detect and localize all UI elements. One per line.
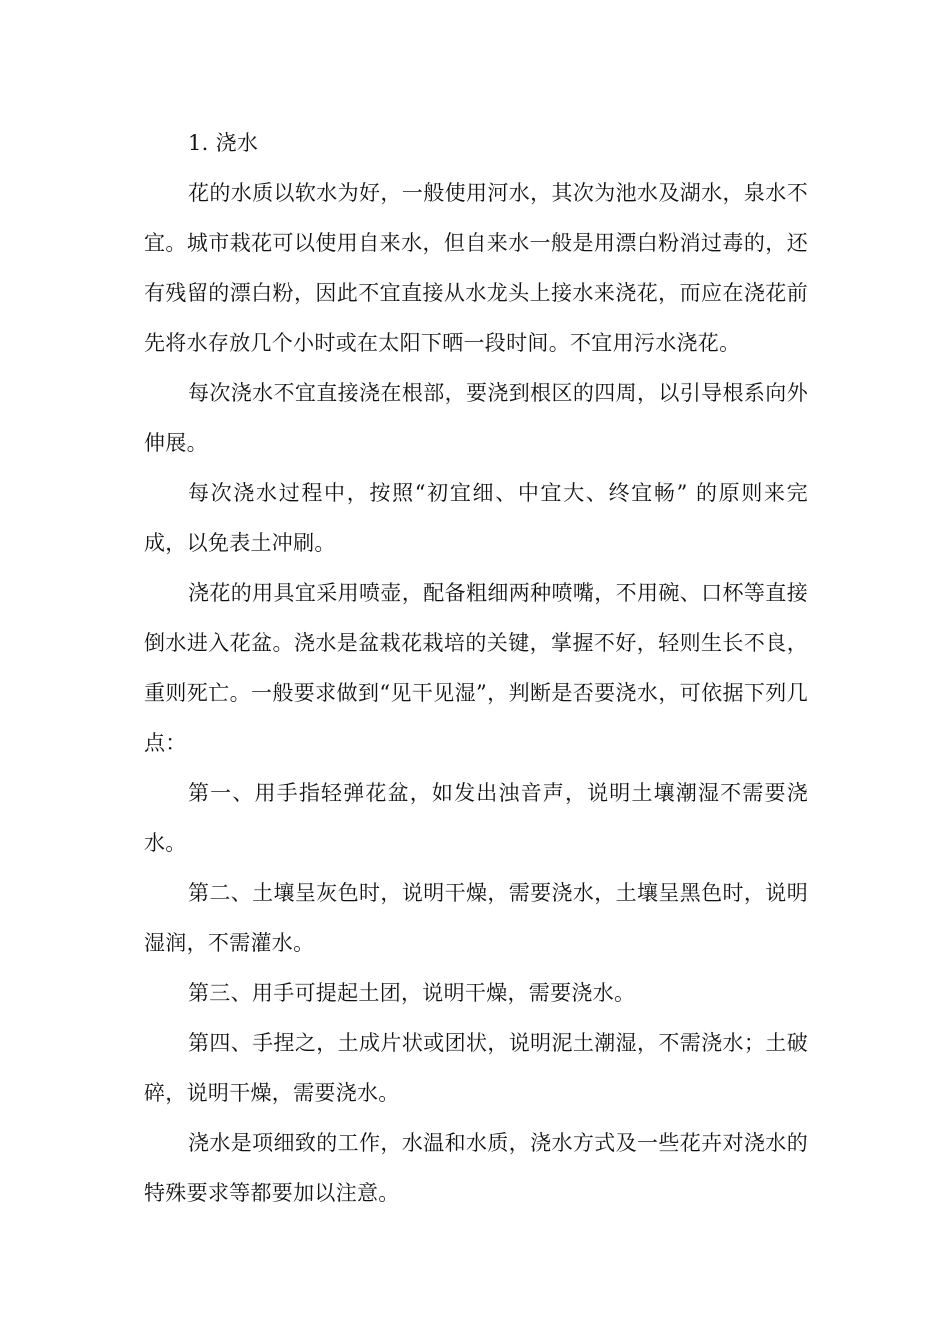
- paragraph-rule-three: 第三、用手可提起土团，说明干燥，需要浇水。: [188, 981, 636, 1005]
- paragraph-rule-one: 第一、用手指轻弹花盆，如发出浊音声，说明土壤潮湿不需要浇水。: [144, 781, 808, 855]
- paragraph-rule-two: 第二、土壤呈灰色时，说明干燥，需要浇水，土壤呈黑色时，说明湿润，不需灌水。: [144, 881, 808, 955]
- paragraph-watering-principle: 每次浇水过程中，按照“初宜细、中宜大、终宜畅” 的原则来完成，以免表土冲刷。: [144, 481, 808, 555]
- paragraph-rule-four: 第四、手捏之，土成片状或团状，说明泥土潮湿，不需浇水；土破碎，说明干燥，需要浇水。: [144, 1031, 808, 1105]
- document-body: [144, 118, 808, 1218]
- paragraph-conclusion: 浇水是项细致的工作，水温和水质，浇水方式及一些花卉对浇水的特殊要求等都要加以注意。: [144, 1131, 808, 1205]
- paragraph-water-quality: 花的水质以软水为好，一般使用河水，其次为池水及湖水，泉水不宜。城市栽花可以使用自来水，但自来水一般是用漂白粉消过毒的，还有残留的漂白粉，因此不宜直接从水龙头上接水来浇花，而应在浇花前先将水存放几个小时或在太阳下晒一段时间。不宜用污水浇花。: [144, 181, 808, 355]
- paragraph-watering-tools: 浇花的用具宜采用喷壶，配备粗细两种喷嘴，不用碗、口杯等直接倒水进入花盆。浇水是盆栽花栽培的关键，掌握不好，轻则生长不良，重则死亡。一般要求做到“见干见湿”，判断是否要浇水，可依据下列几点：: [144, 581, 808, 755]
- section-heading: 1. 浇水: [188, 131, 259, 155]
- paragraph-watering-position: 每次浇水不宜直接浇在根部，要浇到根区的四周，以引导根系向外伸展。: [144, 381, 808, 455]
